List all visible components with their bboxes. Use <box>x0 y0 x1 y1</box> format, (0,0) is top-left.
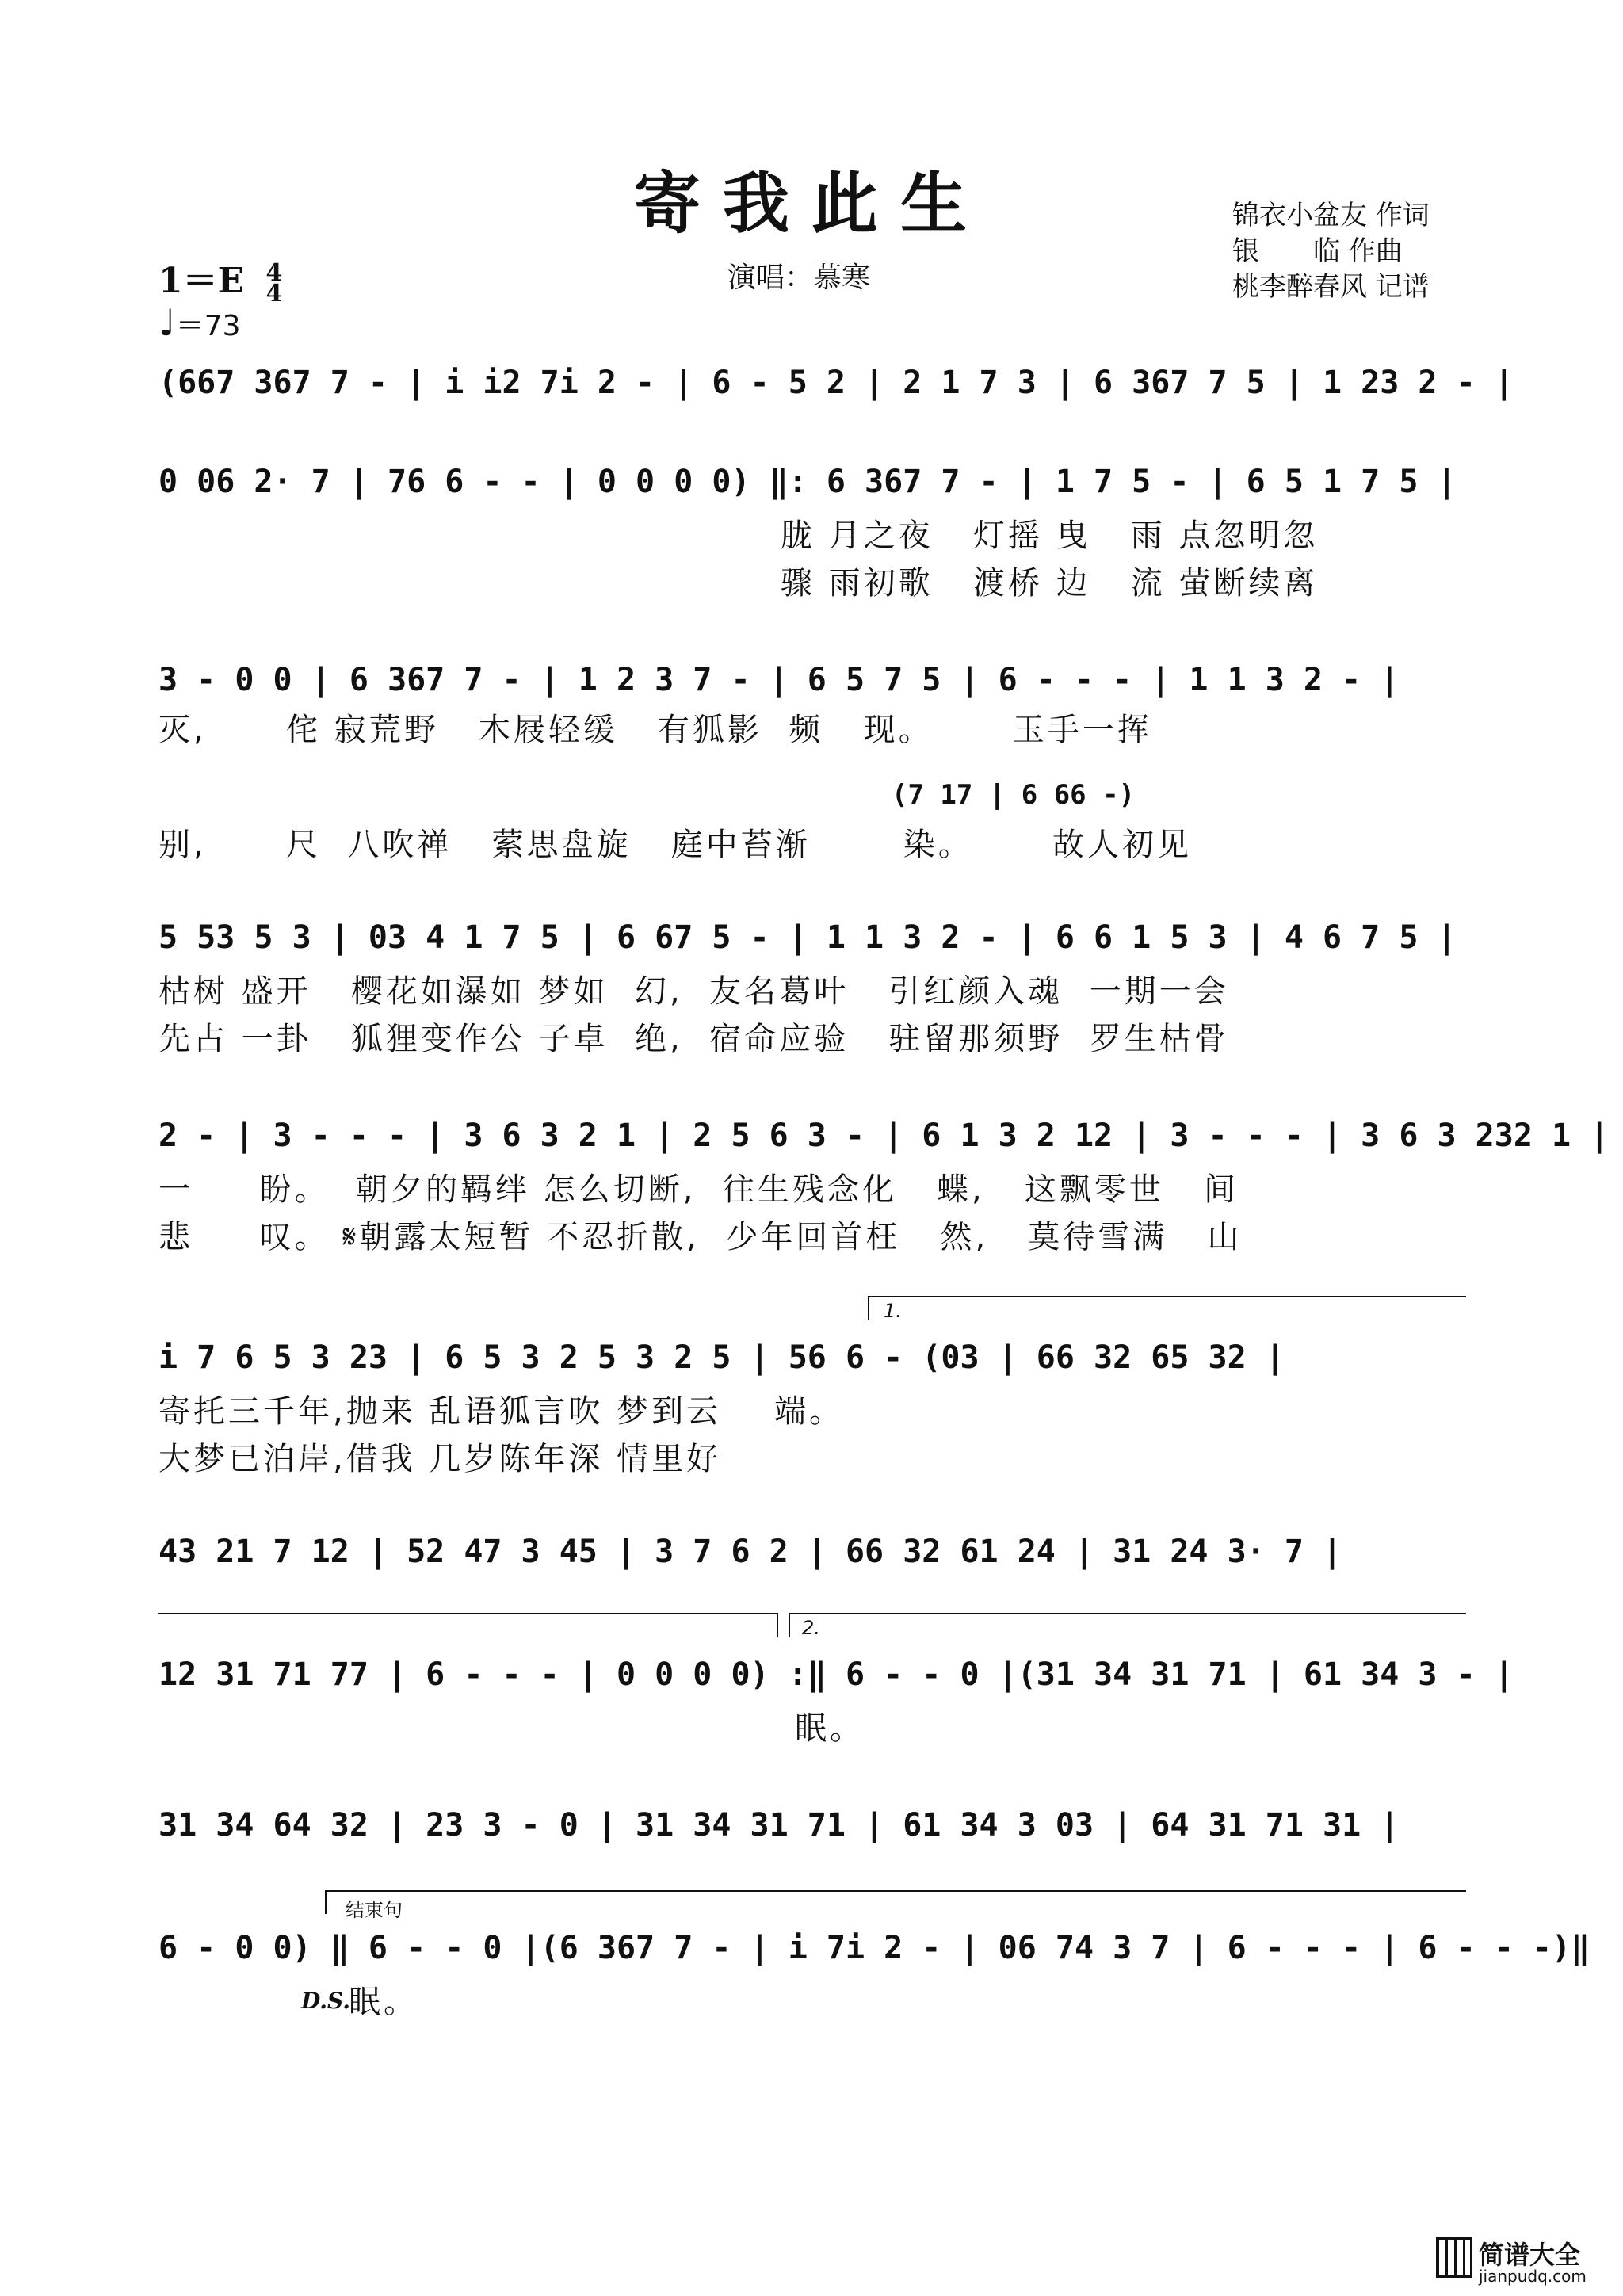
tempo-value: ＝73 <box>175 310 241 342</box>
lyric-row-4-verse-2: 先占 一卦 狐狸变作公 子卓 绝, 宿命应验 驻留那须野 罗生枯骨 <box>158 1021 1229 1057</box>
transcriber-credit: 桃李醉春风 记谱 <box>1232 271 1430 303</box>
credits-block <box>1232 198 1430 305</box>
lyric-row-3-verse-2: 别, 尺 八吹禅 萦思盘旋 庭中苔渐 染。 故人初见 <box>158 827 1193 863</box>
score-row-4: 5 53 5 3 | 03 4 1 7 5 | 6 67 5 - | 1 1 3 2 - | 6 6 1 5 3 | 4 6 7 5 | <box>158 919 1457 956</box>
lyric-row-2-verse-2: 骤 雨初歌 渡桥 边 流 萤断续离 <box>781 565 1319 602</box>
volta-2-label: 2. <box>802 1617 820 1639</box>
ending-bracket <box>325 1890 1466 1892</box>
piano-keys-icon <box>1436 2237 1472 2278</box>
lyric-row-6-verse-1: 寄托三千年,抛来 乱语狐言吹 梦到云 端。 <box>158 1393 845 1430</box>
key-label: 1＝E <box>158 261 245 301</box>
singer-credit: 演唱：慕寒 <box>727 262 871 294</box>
ending-bracket-tick <box>325 1890 327 1914</box>
ending-label: 结束句 <box>346 1899 403 1921</box>
time-signature-bottom: 4 <box>265 279 283 308</box>
interlude-notes: (7 17 | 6 66 -) <box>892 779 1136 811</box>
dal-segno-marking: D.S. <box>301 1988 351 2014</box>
composer-credit: 银 临 作曲 <box>1232 235 1403 267</box>
time-signature-top: 4 <box>265 258 283 287</box>
score-row-5: 2 - | 3 - - - | 3 6 3 2 1 | 2 5 6 3 - | 6 1 3 2 12 | 3 - - - | 3 6 3 232 1 | <box>158 1117 1610 1154</box>
volta-2-bracket <box>789 1613 1466 1614</box>
score-row-10: 6 - 0 0) ‖ 6 - - 0 |(6 367 7 - | i 7i 2 - | 06 74 3 7 | 6 - - - | 6 - - -)‖ <box>158 1930 1591 1966</box>
lyric-row-2-verse-1: 胧 月之夜 灯摇 曳 雨 点忽明忽 <box>781 518 1319 554</box>
volta-1-tick <box>868 1296 869 1320</box>
watermark-url: jianpudq.com <box>1479 2267 1587 2286</box>
score-row-1: (667 367 7 - | i i2 7i 2 - | 6 - 5 2 | 2 1 7 3 | 6 367 7 5 | 1 23 2 - | <box>158 365 1514 401</box>
lyricist-credit: 锦衣小盆友 作词 <box>1232 200 1430 231</box>
score-row-2: 0 06 2· 7 | 76 6 - - | 0 0 0 0) ‖: 6 367 7 - | 1 7 5 - | 6 5 1 7 5 | <box>158 464 1457 500</box>
score-row-7: 43 21 7 12 | 52 47 3 45 | 3 7 6 2 | 66 32 61 24 | 31 24 3· 7 | <box>158 1534 1342 1570</box>
lyric-row-10: 眠。 <box>349 1984 418 2020</box>
volta-1-end-tick <box>777 1613 778 1637</box>
score-row-9: 31 34 64 32 | 23 3 - 0 | 31 34 31 71 | 61 34 3 03 | 64 31 71 31 | <box>158 1807 1400 1843</box>
volta-1-continuation <box>158 1613 777 1614</box>
watermark-title: 简谱大全 <box>1479 2240 1581 2270</box>
volta-2-tick <box>789 1613 790 1637</box>
volta-1-label: 1. <box>884 1300 902 1322</box>
lyric-row-4-verse-1: 枯树 盛开 樱花如瀑如 梦如 幻, 友名葛叶 引红颜入魂 一期一会 <box>158 973 1229 1010</box>
lyric-row-3-verse-1: 灭, 侘 寂荒野 木屐轻缓 有狐影 频 现。 玉手一挥 <box>158 712 1152 748</box>
score-row-8: 12 31 71 77 | 6 - - - | 0 0 0 0) :‖ 6 - - 0 |(31 34 31 71 | 61 34 3 - | <box>158 1656 1514 1693</box>
score-row-6: i 7 6 5 3 23 | 6 5 3 2 5 3 2 5 | 56 6 - (03 | 66 32 65 32 | <box>158 1339 1285 1376</box>
lyric-row-6-verse-2: 大梦已泊岸,借我 几岁陈年深 情里好 <box>158 1441 722 1477</box>
song-title: 寄我此生 <box>633 164 989 243</box>
key-signature <box>158 252 283 308</box>
lyric-row-5-verse-2: 悲 叹。 𝄋朝露太短暂 不忍折散, 少年回首枉 然, 莫待雪满 山 <box>158 1219 1243 1255</box>
score-row-3: 3 - 0 0 | 6 367 7 - | 1 2 3 7 - | 6 5 7 5 | 6 - - - | 1 1 3 2 - | <box>158 662 1400 698</box>
quarter-note-icon: ♩ <box>158 301 176 344</box>
time-signature <box>265 258 283 308</box>
volta-1-bracket <box>868 1296 1466 1297</box>
lyric-row-5-verse-1: 一 盼。 朝夕的羁绊 怎么切断, 往生残念化 蝶, 这飘零世 间 <box>158 1171 1239 1208</box>
tempo-marking <box>158 301 241 344</box>
lyric-row-8: 眠。 <box>795 1710 865 1747</box>
